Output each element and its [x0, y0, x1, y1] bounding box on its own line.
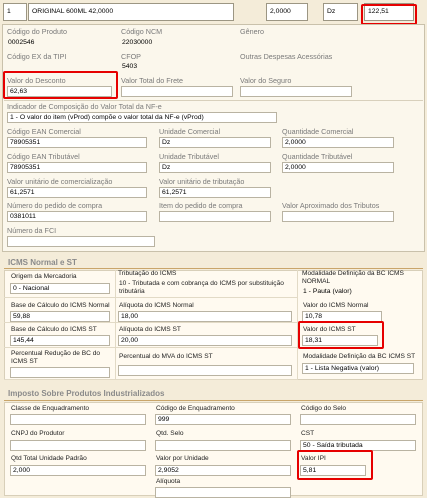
unidade-comercial-field[interactable]: Dz	[159, 137, 271, 148]
numero-fci-field[interactable]	[7, 236, 155, 247]
tributacao-label: Tributação do ICMS	[118, 270, 177, 277]
qtd-tributavel-field[interactable]: 2,0000	[282, 162, 394, 173]
icms-section-line	[4, 268, 423, 269]
item-description-cell[interactable]: ORIGINAL 600ML 42,0000	[28, 3, 234, 21]
base-calculo-st-label: Base de Cálculo do ICMS ST	[11, 326, 97, 333]
codigo-produto-label: Código do Produto	[7, 27, 67, 36]
numero-fci-label: Número da FCI	[7, 226, 57, 235]
aliquota-st-label: Alíquota do ICMS ST	[119, 326, 181, 333]
valor-ipi-label: Valor IPI	[301, 455, 326, 462]
numero-pedido-label: Número do pedido de compra	[7, 201, 103, 210]
aliquota-field[interactable]: 18,00	[118, 311, 292, 322]
item-value-highlight	[361, 4, 417, 25]
item-unit-cell[interactable]: Dz	[323, 3, 358, 21]
modalidade-bc-st-label: Modalidade Definição da BC ICMS ST	[303, 353, 416, 360]
perc-reducao-st-label: Percentual Redução de BC do ICMS ST	[11, 350, 101, 365]
codigo-ex-tipi-label: Código EX da TIPI	[7, 52, 67, 61]
indicador-composicao-label: Indicador de Composição do Valor Total da NF-e	[7, 102, 162, 111]
valor-desconto-highlight	[3, 71, 118, 99]
perc-reducao-st-field[interactable]	[10, 367, 110, 378]
unidade-comercial-label: Unidade Comercial	[159, 127, 221, 136]
valor-desconto-label: Valor do Desconto	[7, 76, 66, 85]
base-calculo-st-field[interactable]: 145,44	[10, 335, 110, 346]
codigo-ncm-label: Código NCM	[121, 27, 163, 36]
valor-desconto-field[interactable]: 62,63	[7, 86, 112, 97]
icms-section-title: ICMS Normal e ST	[8, 258, 77, 267]
valor-seguro-label: Valor do Seguro	[240, 76, 292, 85]
ean-comercial-field[interactable]: 78905351	[7, 137, 147, 148]
valor-icms-field[interactable]: 10,78	[302, 311, 382, 322]
qtd-selo-field[interactable]	[155, 440, 291, 451]
valor-icms-st-field[interactable]: 18,31	[302, 335, 378, 346]
ipi-section-title: Imposto Sobre Produtos Industrializados	[8, 389, 165, 398]
cfop-label: CFOP	[121, 52, 141, 61]
codigo-selo-label: Código do Selo	[301, 405, 347, 412]
aliquota-ipi-label: Alíquota	[156, 478, 181, 485]
qtd-total-unidade-field[interactable]: 2,000	[10, 465, 146, 476]
valor-icms-st-highlight	[298, 321, 384, 349]
origem-label: Origem da Mercadoria	[11, 273, 77, 280]
base-calculo-label: Base de Cálculo do ICMS Normal	[11, 302, 110, 309]
valor-frete-label: Valor Total do Frete	[121, 76, 184, 85]
classe-enquadramento-label: Classe de Enquadramento	[11, 405, 90, 412]
codigo-produto-value[interactable]: 0002546	[8, 39, 35, 46]
valor-por-unidade-field[interactable]: 2,9052	[155, 465, 291, 476]
aliquota-st-field[interactable]: 20,00	[118, 335, 292, 346]
perc-mva-st-label: Percentual do MVA do ICMS ST	[119, 353, 213, 360]
item-pedido-field[interactable]	[159, 211, 271, 222]
indicador-composicao-field[interactable]: 1 - O valor do item (vProd) compõe o valor total da NF-e (vProd)	[7, 112, 277, 123]
ean-comercial-label: Código EAN Comercial	[7, 127, 81, 136]
unidade-tributavel-label: Unidade Tributável	[159, 152, 219, 161]
cnpj-produtor-field[interactable]	[10, 440, 146, 451]
valor-por-unidade-label: Valor por Unidade	[156, 455, 209, 462]
origem-field[interactable]: 0 - Nacional	[10, 283, 110, 294]
codigo-selo-field[interactable]	[300, 414, 416, 425]
valor-aprox-tributos-field[interactable]	[282, 211, 394, 222]
valor-ipi-field[interactable]: 5,81	[300, 465, 366, 476]
item-value-cell[interactable]: 122,51	[364, 3, 414, 21]
valor-frete-field[interactable]	[121, 86, 233, 97]
cst-label: CST	[301, 430, 315, 437]
modalidade-bc-value[interactable]: 1 - Pauta (valor)	[303, 288, 352, 295]
cfop-value[interactable]: 5403	[122, 63, 138, 70]
valor-icms-label: Valor do ICMS Normal	[303, 302, 369, 309]
item-quantity-cell[interactable]: 2,0000	[266, 3, 308, 21]
tributacao-value[interactable]: 10 - Tributada e com cobrança do ICMS por substituição tributária	[119, 280, 284, 295]
cnpj-produtor-label: CNPJ do Produtor	[11, 430, 65, 437]
valor-unit-tributacao-field[interactable]: 61,2571	[159, 187, 271, 198]
codigo-enquadramento-field[interactable]: 999	[155, 414, 291, 425]
valor-seguro-field[interactable]	[240, 86, 352, 97]
qtd-selo-label: Qtd. Selo	[156, 430, 184, 437]
modalidade-bc-st-field[interactable]: 1 - Lista Negativa (valor)	[302, 363, 414, 374]
product-divider	[4, 100, 423, 101]
ean-tributavel-label: Código EAN Tributável	[7, 152, 80, 161]
codigo-ncm-value[interactable]: 22030000	[122, 39, 153, 46]
base-calculo-field[interactable]: 59,88	[10, 311, 110, 322]
qtd-tributavel-label: Quantidade Tributável	[282, 152, 353, 161]
valor-icms-st-label: Valor do ICMS ST	[303, 326, 356, 333]
codigo-enquadramento-label: Código de Enquadramento	[156, 405, 235, 412]
numero-pedido-field[interactable]: 0381011	[7, 211, 147, 222]
ipi-section-line	[4, 400, 423, 401]
unidade-tributavel-field[interactable]: Dz	[159, 162, 271, 173]
outras-despesas-label: Outras Despesas Acessórias	[240, 52, 333, 61]
valor-unit-comercializacao-label: Valor unitário de comercialização	[7, 177, 113, 186]
aliquota-ipi-field[interactable]	[155, 487, 291, 498]
valor-aprox-tributos-label: Valor Aproximado dos Tributos	[282, 201, 380, 210]
qtd-total-unidade-label: Qtd Total Unidade Padrão	[11, 455, 87, 462]
genero-label: Gênero	[240, 27, 264, 36]
cst-field[interactable]: 50 - Saída tributada	[300, 440, 416, 451]
valor-unit-tributacao-label: Valor unitário de tributação	[159, 177, 245, 186]
valor-unit-comercializacao-field[interactable]: 61,2571	[7, 187, 147, 198]
qtd-comercial-label: Quantidade Comercial	[282, 127, 354, 136]
item-number-cell[interactable]: 1	[3, 3, 27, 21]
aliquota-label: Alíquota do ICMS Normal	[119, 302, 194, 309]
item-pedido-label: Item do pedido de compra	[159, 201, 243, 210]
classe-enquadramento-field[interactable]	[10, 414, 146, 425]
perc-mva-st-field[interactable]	[118, 365, 292, 376]
qtd-comercial-field[interactable]: 2,0000	[282, 137, 394, 148]
ean-tributavel-field[interactable]: 78905351	[7, 162, 147, 173]
valor-ipi-highlight	[297, 450, 373, 480]
modalidade-bc-label: Modalidade Definição da BC ICMS NORMAL	[302, 270, 404, 285]
